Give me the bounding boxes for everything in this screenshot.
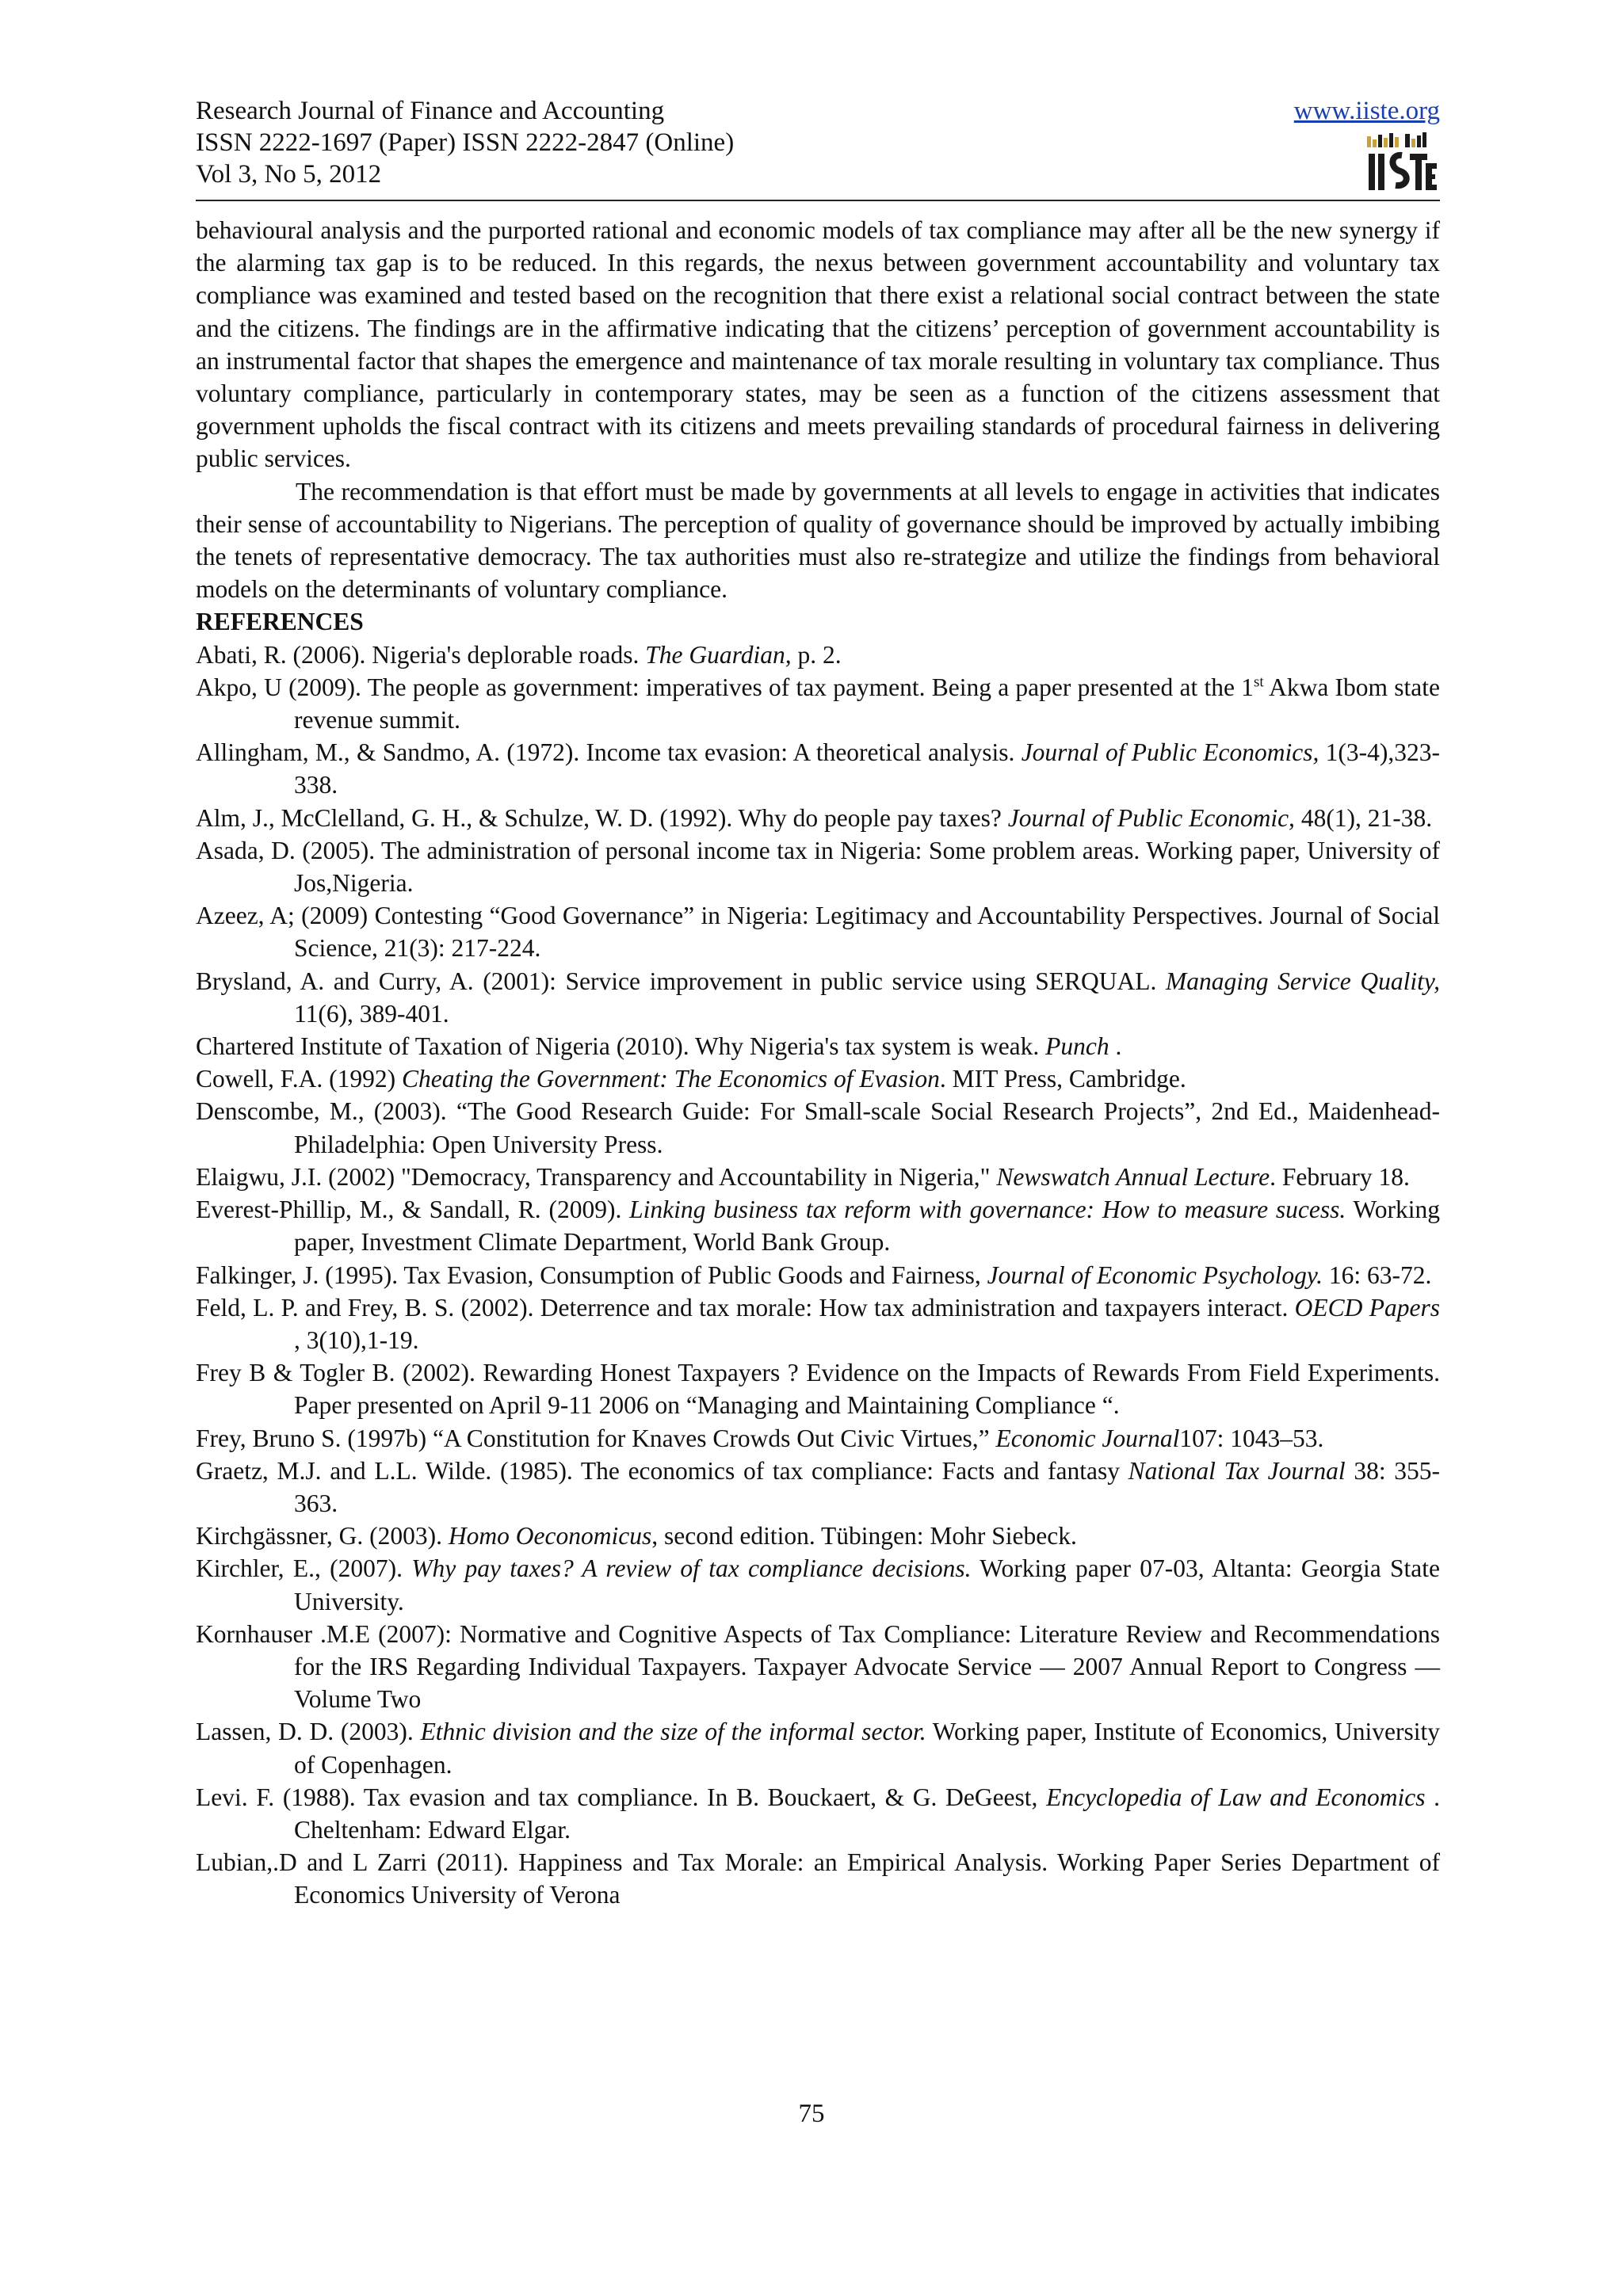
- reference-ital: Punch: [1045, 1032, 1109, 1061]
- reference-entry: [196, 671, 1440, 736]
- reference-pre: Cowell, F.A. (1992): [196, 1065, 402, 1093]
- reference-entry: [196, 639, 1440, 671]
- reference-pre: Allingham, M., & Sandmo, A. (1972). Income tax evasion: A theoretical analysis.: [196, 738, 1022, 767]
- reference-pre: Levi. F. (1988). Tax evasion and tax compliance. In B. Bouckaert, & G. DeGeest,: [196, 1783, 1047, 1811]
- reference-post: 38: 355-363.: [294, 1456, 1440, 1517]
- reference-sup: st: [1253, 673, 1264, 691]
- journal-volume: Vol 3, No 5, 2012: [196, 160, 382, 189]
- reference-ital: Journal of Public Economics,: [1021, 738, 1319, 767]
- body-text: [196, 214, 1440, 1912]
- reference-ital: OECD Papers: [1294, 1293, 1440, 1322]
- reference-entry: [196, 834, 1440, 899]
- reference-entry: [196, 1030, 1440, 1062]
- reference-pre: Asada, D. (2005). The administration of personal income tax in Nigeria: Some problem areas. Working paper, University of Jos,Nigeria.: [196, 836, 1440, 898]
- reference-ital: Linking business tax reform with governance: How to measure sucess.: [629, 1196, 1346, 1224]
- reference-entry: [196, 1715, 1440, 1780]
- reference-post: 48(1), 21-38.: [1294, 803, 1433, 832]
- reference-post: p. 2.: [791, 640, 842, 669]
- reference-post: 107: 1043–53.: [1179, 1424, 1324, 1452]
- reference-post: , second edition. Tübingen: Mohr Siebeck.: [651, 1522, 1077, 1550]
- journal-title: Research Journal of Finance and Accounting: [196, 97, 665, 125]
- reference-pre: Lassen, D. D. (2003).: [196, 1718, 421, 1746]
- reference-entry: [196, 965, 1440, 1030]
- reference-pre: Elaigwu, J.I. (2002) "Democracy, Transparency and Accountability in Nigeria,": [196, 1162, 997, 1191]
- reference-entry: [196, 1781, 1440, 1846]
- reference-entry: [196, 1291, 1440, 1356]
- reference-ital: Economic Journal: [995, 1424, 1180, 1452]
- reference-post2: Akwa Ibom state revenue summit.: [294, 673, 1440, 734]
- reference-pre: Falkinger, J. (1995). Tax Evasion, Consumption of Public Goods and Fairness,: [196, 1261, 987, 1289]
- reference-entry: [196, 1618, 1440, 1716]
- page-header: [196, 95, 1440, 201]
- recommendation-paragraph: The recommendation is that effort must be made by governments at all levels to engage in activities that indicates their sense of accountability to Nigerians. The perception of quality of governance should be improved by actually imbibing the tenets of representative democracy. The tax authorities must also re-strategize and utilize the findings from behavioral models on the determinants of voluntary compliance.: [196, 477, 1440, 604]
- reference-pre: Frey, Bruno S. (1997b) “A Constitution for Knaves Crowds Out Civic Virtues,”: [196, 1424, 996, 1452]
- reference-ital: Encyclopedia of Law and Economics: [1046, 1783, 1426, 1811]
- reference-ital: The Guardian,: [645, 640, 792, 669]
- reference-post: Working paper, Institute of Economics, University of Copenhagen.: [294, 1718, 1440, 1779]
- reference-post: . February 18.: [1270, 1162, 1410, 1191]
- reference-entry: [196, 899, 1440, 964]
- reference-pre: Azeez, A; (2009) Contesting “Good Governance” in Nigeria: Legitimacy and Accountability Perspectives. Journal of Social Science, 21(3): 217-224.: [196, 902, 1440, 963]
- reference-entry: [196, 1095, 1440, 1160]
- reference-pre: Denscombe, M., (2003). “The Good Research Guide: For Small-scale Social Research Projects”, 2nd Ed., Maidenhead-Philadelphia: Open University Press.: [196, 1097, 1440, 1158]
- reference-pre: Everest-Phillip, M., & Sandall, R. (2009).: [196, 1196, 630, 1224]
- reference-pre: Kornhauser .M.E (2007): Normative and Cognitive Aspects of Tax Compliance: Literature Review and Recommendations for the IRS Regarding Individual Taxpayers. Taxpayer Advocate Service — 2007 Annual Report to Congress — Volume Two: [196, 1619, 1440, 1714]
- reference-entry: [196, 736, 1440, 801]
- reference-post: 11(6), 389-401.: [294, 999, 449, 1028]
- reference-entry: [196, 1520, 1440, 1552]
- journal-url-link[interactable]: www.iiste.org: [1293, 97, 1440, 125]
- reference-entry: [196, 1552, 1440, 1617]
- reference-ital: Managing Service Quality,: [1165, 967, 1440, 995]
- reference-ital: Newswatch Annual Lecture: [996, 1162, 1270, 1191]
- reference-ital: Journal of Public Economic,: [1007, 803, 1295, 832]
- reference-entry: [196, 1259, 1440, 1291]
- references-heading: REFERENCES: [196, 608, 364, 636]
- reference-post: Working paper 07-03, Altanta: Georgia State University.: [294, 1554, 1440, 1615]
- reference-ital: Cheating the Government: The Economics of Evasion: [401, 1065, 940, 1093]
- reference-post: , 3(10),1-19.: [294, 1325, 419, 1354]
- reference-entry: [196, 1062, 1440, 1095]
- reference-entry: [196, 802, 1440, 834]
- reference-ital: Ethnic division and the size of the informal sector.: [420, 1718, 926, 1746]
- reference-entry: [196, 1356, 1440, 1421]
- reference-post: . Cheltenham: Edward Elgar.: [294, 1783, 1441, 1844]
- reference-entry: [196, 1422, 1440, 1455]
- reference-post: .: [1109, 1032, 1122, 1061]
- journal-issn: ISSN 2222-1697 (Paper) ISSN 2222-2847 (Online): [196, 128, 735, 157]
- reference-post: Working paper, Investment Climate Department, World Bank Group.: [294, 1196, 1440, 1257]
- reference-pre: Feld, L. P. and Frey, B. S. (2002). Deterrence and tax morale: How tax administration and taxpayers interact.: [196, 1293, 1295, 1322]
- reference-pre: Kirchgässner, G. (2003).: [196, 1522, 449, 1550]
- reference-pre: Frey B & Togler B. (2002). Rewarding Honest Taxpayers ? Evidence on the Impacts of Rewards From Field Experiments. Paper presented on April 9-11 2006 on “Managing and Maintaining Compliance “.: [196, 1359, 1440, 1420]
- reference-entry: [196, 1455, 1440, 1520]
- reference-pre: Chartered Institute of Taxation of Nigeria (2010). Why Nigeria's tax system is weak.: [196, 1032, 1046, 1061]
- reference-pre: Abati, R. (2006). Nigeria's deplorable roads.: [196, 640, 646, 669]
- reference-pre: Brysland, A. and Curry, A. (2001): Service improvement in public service using SERQUAL.: [196, 967, 1166, 995]
- reference-pre: Lubian,.D and L Zarri (2011). Happiness and Tax Morale: an Empirical Analysis. Working Paper Series Department of Economics University of Verona: [196, 1848, 1440, 1909]
- page: [196, 95, 1440, 1912]
- reference-ital: Why pay taxes? A review of tax compliance decisions.: [411, 1554, 972, 1583]
- reference-ital: National Tax Journal: [1128, 1456, 1346, 1485]
- page-number: 75: [798, 2100, 825, 2128]
- references-list: [196, 639, 1440, 1912]
- reference-post: 16: 63-72.: [1323, 1261, 1432, 1289]
- reference-post: . MIT Press, Cambridge.: [939, 1065, 1186, 1093]
- conclusion-paragraph: behavioural analysis and the purported rational and economic models of tax compliance may after all be the new synergy if the alarming tax gap is to be reduced. In this regards, the nexus between government accountability and voluntary tax compliance was examined and tested based on the recognition that there exist a relational social contract between the state and the citizens. The findings are in the affirmative indicating that the citizens’ perception of government accountability is an instrumental factor that shapes the emergence and maintenance of tax morale resulting in voluntary tax compliance. Thus voluntary compliance, particularly in contemporary states, may be seen as a function of the citizens assessment that government upholds the fiscal contract with its citizens and meets prevailing standards of procedural fairness in delivering public services.: [196, 216, 1440, 473]
- reference-entry: [196, 1193, 1440, 1258]
- reference-ital: Journal of Economic Psychology.: [987, 1261, 1323, 1289]
- reference-pre: Akpo, U (2009). The people as government: imperatives of tax payment. Being a paper presented at the 1: [196, 673, 1254, 701]
- reference-post: 1(3-4),323-338.: [294, 738, 1440, 799]
- reference-pre: Alm, J., McClelland, G. H., & Schulze, W. D. (1992). Why do people pay taxes?: [196, 803, 1008, 832]
- reference-entry: [196, 1846, 1440, 1911]
- reference-entry: [196, 1161, 1440, 1193]
- reference-pre: Kirchler, E., (2007).: [196, 1554, 412, 1583]
- reference-ital: Homo Oeconomicus: [448, 1522, 652, 1550]
- reference-pre: Graetz, M.J. and L.L. Wilde. (1985). The economics of tax compliance: Facts and fantasy: [196, 1456, 1128, 1485]
- iiste-logo-icon: [1365, 132, 1438, 195]
